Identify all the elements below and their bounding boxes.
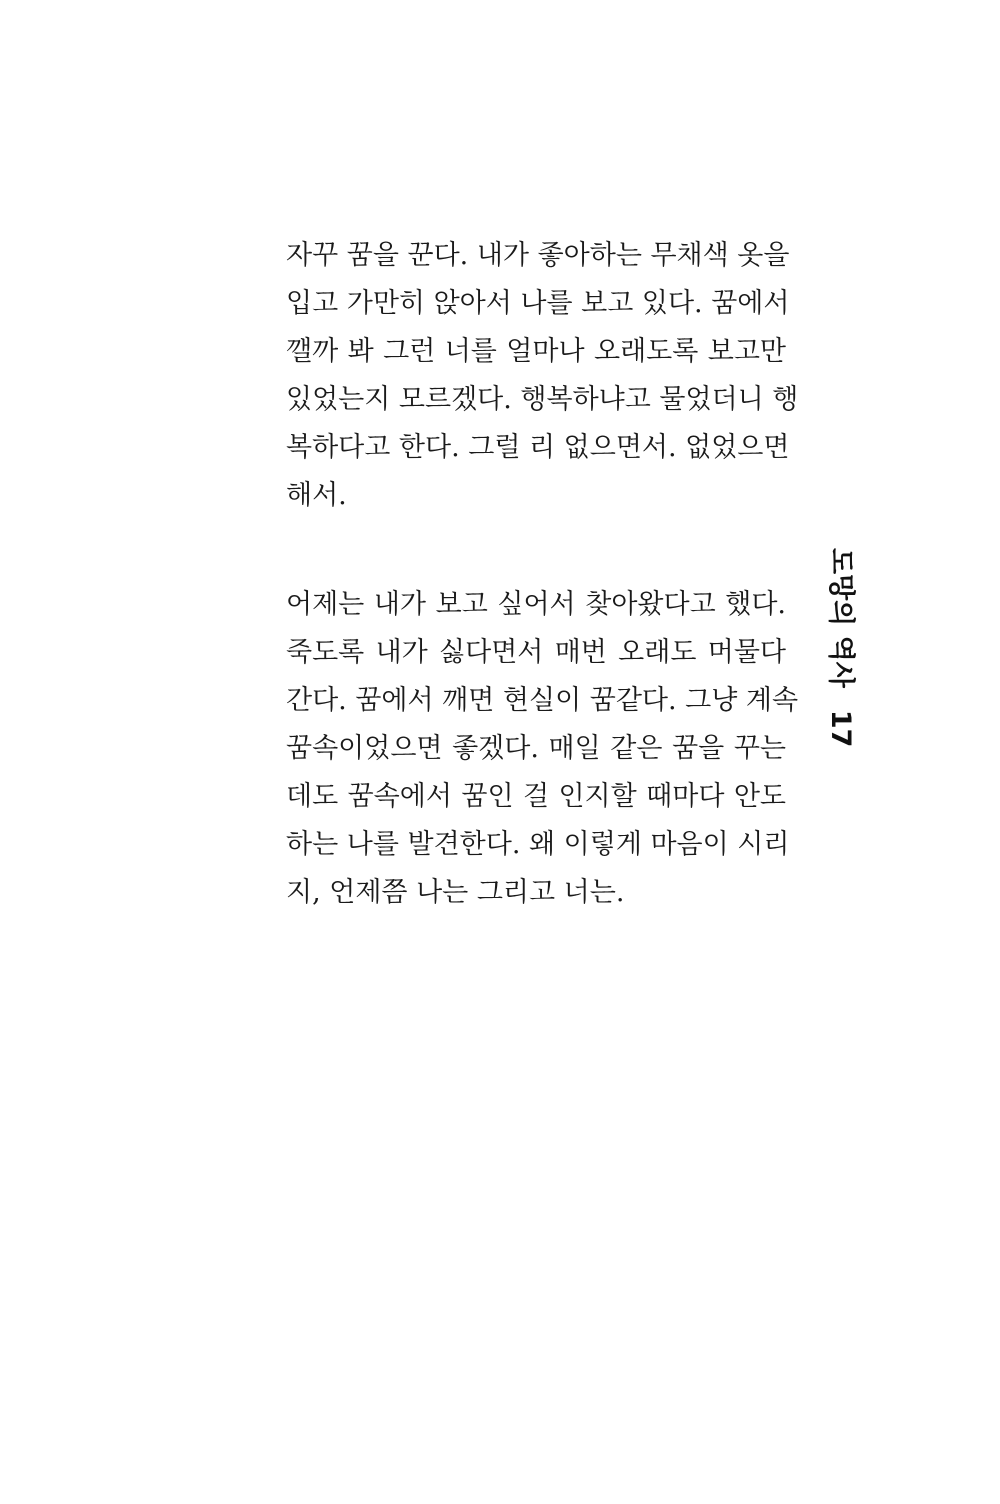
page-number: 17 xyxy=(825,709,856,748)
running-header-text xyxy=(818,548,862,747)
paragraph-1 xyxy=(286,232,799,520)
text-line: 꿈속이었으면 좋겠다. 매일 같은 꿈을 꾸는 xyxy=(286,733,786,764)
paragraph-spacer xyxy=(286,520,786,581)
text-line: 어제는 내가 보고 싶어서 찾아왔다고 했다. xyxy=(286,589,786,620)
text-line: 하는 나를 발견한다. 왜 이렇게 마음이 시리 xyxy=(286,829,790,860)
text-line: 입고 가만히 앉아서 나를 보고 있다. 꿈에서 xyxy=(286,288,790,319)
text-line: 지, 언제쯤 나는 그리고 너는. xyxy=(286,877,625,908)
text-line: 깰까 봐 그런 너를 얼마나 오래도록 보고만 xyxy=(286,336,786,367)
text-line: 간다. 꿈에서 깨면 현실이 꿈같다. 그냥 계속 xyxy=(286,685,799,716)
text-line: 데도 꿈속에서 꿈인 걸 인지할 때마다 안도 xyxy=(286,781,786,812)
running-header-title: 도망의 역사 xyxy=(825,548,856,688)
text-line: 죽도록 내가 싫다면서 매번 오래도 머물다 xyxy=(286,637,786,668)
text-line: 있었는지 모르겠다. 행복하냐고 물었더니 행 xyxy=(286,384,799,415)
paragraph-2 xyxy=(286,581,799,917)
text-line: 해서. xyxy=(286,480,347,511)
text-line: 복하다고 한다. 그럴 리 없으면서. 없었으면 xyxy=(286,432,790,463)
body-text xyxy=(286,232,799,917)
text-line: 자꾸 꿈을 꾼다. 내가 좋아하는 무채색 옷을 xyxy=(286,240,790,271)
running-header xyxy=(818,548,862,788)
